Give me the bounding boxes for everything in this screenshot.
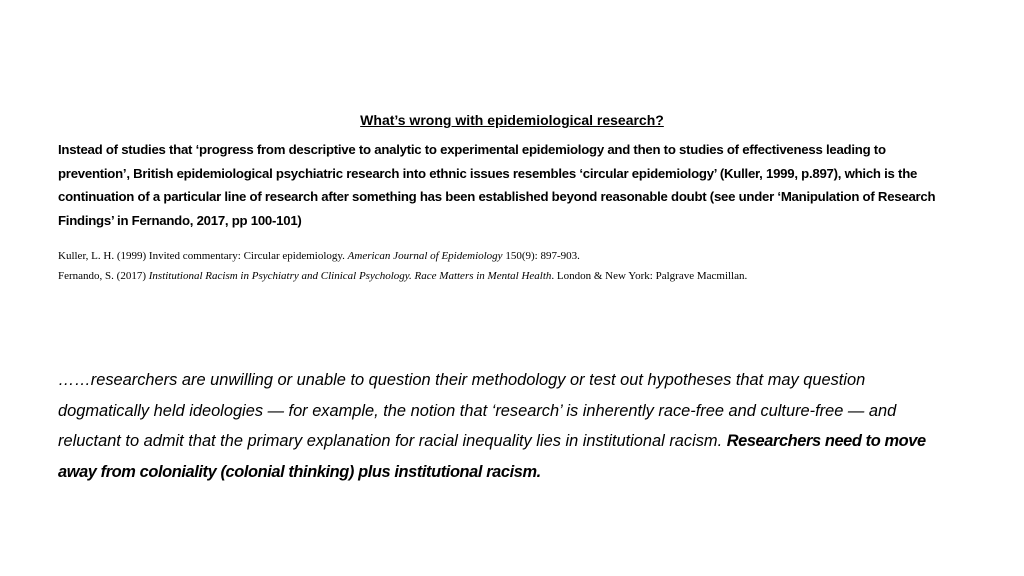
reference-text: Fernando, S. (2017) bbox=[58, 270, 149, 282]
reference-text: 150(9): 897-903. bbox=[502, 250, 580, 262]
quote-paragraph bbox=[58, 365, 958, 487]
references bbox=[58, 246, 958, 286]
reference-book-title: Institutional Racism in Psychiatry and Clinical Psychology. Race Matters in Mental Health bbox=[148, 270, 552, 282]
reference-text: Kuller, L. H. (1999) Invited commentary: Circular epidemiology. bbox=[58, 250, 348, 262]
slide-title: What’s wrong with epidemiological research? bbox=[360, 112, 664, 128]
reference-journal: American Journal of Epidemiology bbox=[347, 250, 503, 262]
reference-kuller bbox=[58, 246, 958, 266]
quote-emphasis: Researchers need to move away from coloniality (colonial thinking) plus institutional racism. bbox=[58, 432, 926, 481]
reference-fernando bbox=[58, 266, 958, 286]
intro-paragraph: Instead of studies that ‘progress from descriptive to analytic to experimental epidemiology and then to studies of effectiveness leading to prevention’, British epidemiological psychiatric research into ethnic issues resembles ‘circular epidemiology’ (Kuller, 1999, p.897), which is the continuation of a particular line of research after something has been established beyond reasonable doubt (see under ‘Manipulation of Research Findings’ in Fernando, 2017, pp 100-101) bbox=[58, 142, 936, 228]
reference-text: . London & New York: Palgrave Macmillan. bbox=[551, 270, 748, 282]
quote-text: ……researchers are unwilling or unable to question their methodology or test out hypotheses that may question dogmatically held ideologies — for example, the notion that ‘research’ is inherently race-free and culture-free — and reluctant to admit that the primary explanation for racial inequality lies in institutional racism. bbox=[58, 371, 897, 450]
